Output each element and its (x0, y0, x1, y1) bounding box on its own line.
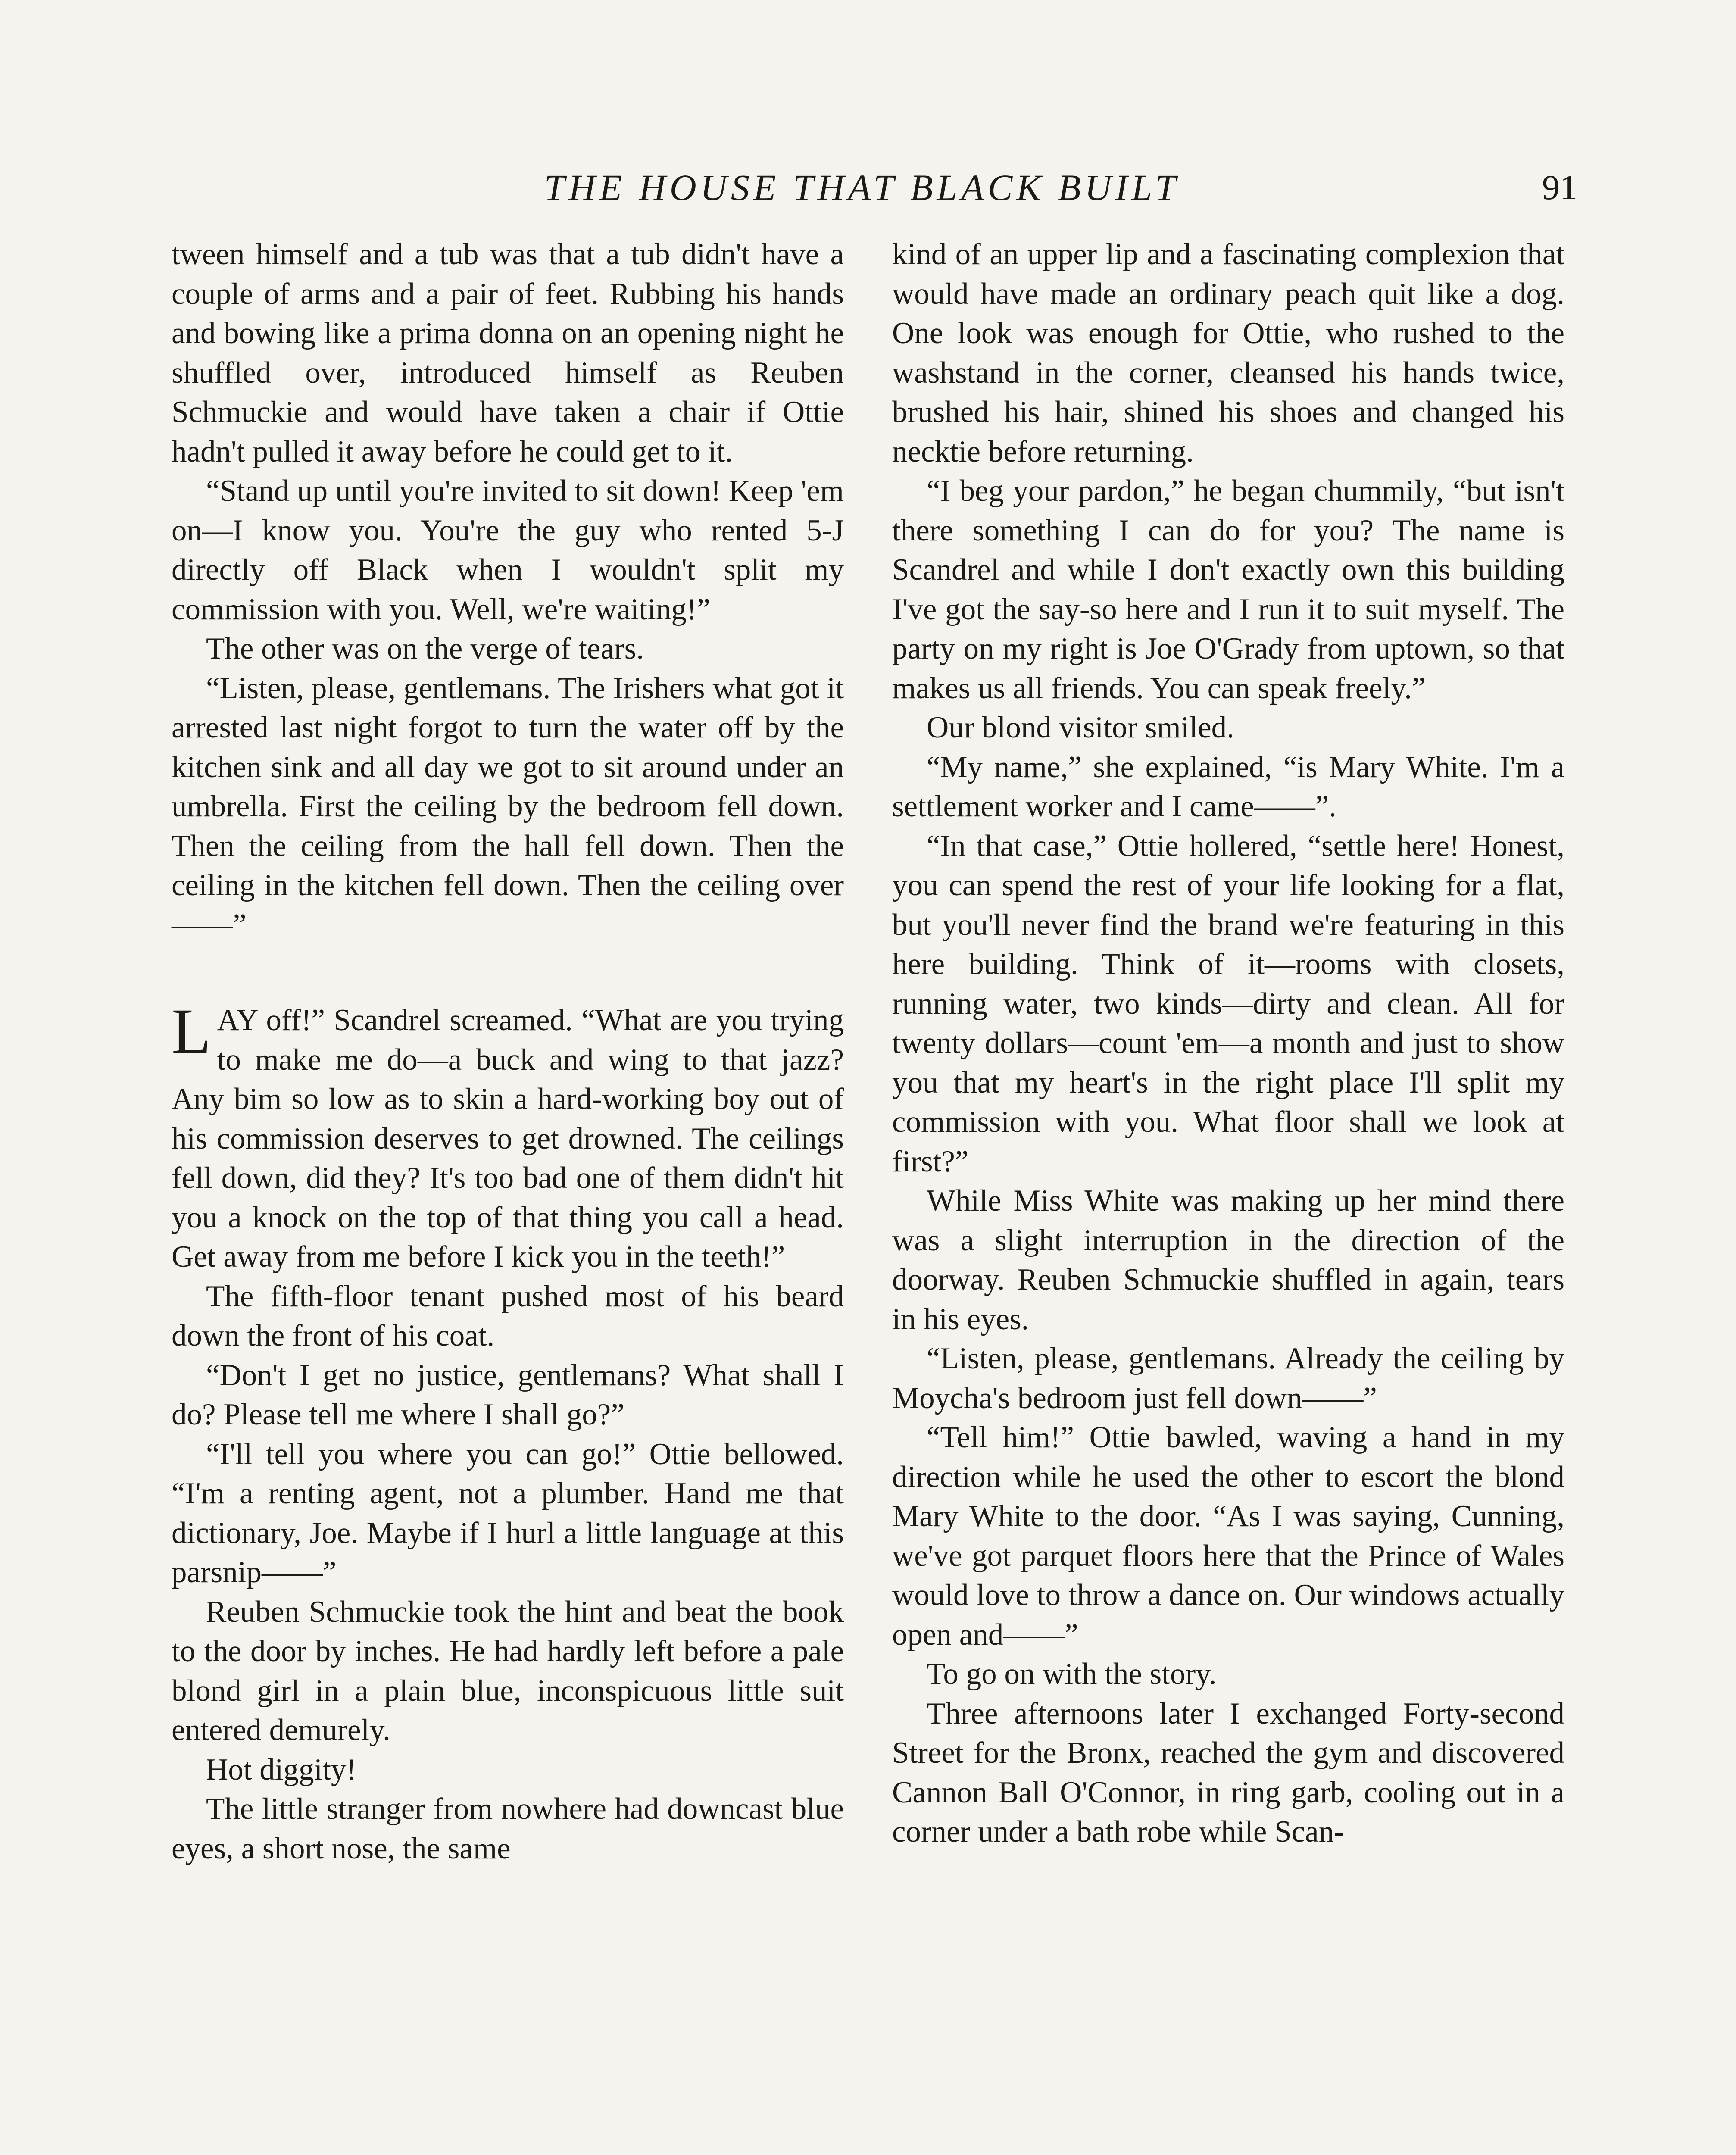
paragraph-text: To go on with the story. (927, 1657, 1217, 1691)
paragraph-text: “Don't I get no justice, gentlemans? What shall I do? Please tell me where I shall go?” (172, 1358, 844, 1431)
paragraph (172, 629, 844, 669)
paragraph (172, 235, 844, 472)
paragraph-text: tween himself and a tub was that a tub didn't have a couple of arms and a pair of feet. Rubbing his hands and bowing like a prima donna on an opening night he shuffled over, introduced himself as Reuben Schmuckie and would have taken a chair if Ottie hadn't pulled it away before he could get to it. (172, 237, 844, 468)
paragraph-text: “I'll tell you where you can go!” Ottie bellowed. “I'm a renting agent, not a plumber. Hand me that dictionary, Joe. Maybe if I hurl a little language at this parsnip——” (172, 1437, 844, 1589)
paragraph (892, 827, 1564, 1182)
paragraph-text: “I beg your pardon,” he began chummily, “but isn't there something I can do for you? The name is Scandrel and while I don't exactly own this building I've got the say-so here and I run it to suit myself. The party on my right is Joe O'Grady from uptown, so that makes us all friends. You can speak freely.” (892, 474, 1564, 705)
paragraph (172, 996, 844, 1277)
paragraph (892, 1181, 1564, 1339)
right-text-column (892, 235, 1564, 2155)
paragraph-text: Three afternoons later I exchanged Forty-second Street for the Bronx, reached the gym and discovered Cannon Ball O'Connor, in ring garb, cooling out in a corner under a bath robe while Scan- (892, 1696, 1564, 1849)
paragraph-text: “Stand up until you're invited to sit down! Keep 'em on—I know you. You're the guy who rented 5-J directly off Black when I wouldn't split my commission with you. Well, we're waiting!” (172, 474, 844, 626)
paragraph (892, 1418, 1564, 1655)
paragraph (172, 1593, 844, 1750)
paragraph-text: “Listen, please, gentlemans. Already the ceiling by Moycha's bedroom just fell down——” (892, 1342, 1564, 1415)
paragraph-text: Hot diggity! (206, 1752, 357, 1786)
drop-cap: L (172, 996, 211, 1067)
paragraph-text: “My name,” she explained, “is Mary White. I'm a settlement worker and I came——”. (892, 750, 1564, 823)
paragraph-text: The other was on the verge of tears. (206, 632, 644, 665)
paragraph (892, 748, 1564, 827)
paragraph-text: While Miss White was making up her mind there was a slight interruption in the direction of the doorway. Reuben Schmuckie shuffled in again, tears in his eyes. (892, 1184, 1564, 1336)
paragraph (892, 1339, 1564, 1418)
paragraph-text: The fifth-floor tenant pushed most of his beard down the front of his coat. (172, 1279, 844, 1352)
paragraph-text: Our blond visitor smiled. (927, 711, 1234, 744)
paragraph-text: “Listen, please, gentlemans. The Irishers what got it arrested last night forgot to turn the water off by the kitchen sink and all day we got to sit around under an umbrella. First the ceiling by the bedroom fell down. Then the ceiling from the hall fell down. Then the ceiling in the kitchen fell down. Then the ceiling over——” (172, 671, 844, 942)
paragraph-text: kind of an upper lip and a fascinating complexion that would have made an ordinary peach quit like a dog. One look was enough for Ottie, who rushed to the washstand in the corner, cleansed his hands twice, brushed his hair, shined his shoes and changed his necktie before returning. (892, 237, 1564, 468)
paragraph-text: AY off!” Scandrel screamed. “What are you trying to make me do—a buck and wing to that jazz? Any bim so low as to skin a hard-working boy out of his commission deserves to get drowned. The ceilings fell down, did they? It's too bad one of them didn't hit you a knock on the top of that thing you call a head. Get away from me before I kick you in the teeth!” (172, 1003, 844, 1274)
paragraph-text: The little stranger from nowhere had downcast blue eyes, a short nose, the same (172, 1792, 844, 1865)
paragraph (172, 1356, 844, 1435)
paragraph-text: Reuben Schmuckie took the hint and beat the book to the door by inches. He had hardly left before a pale blond girl in a plain blue, inconspicuous little suit entered demurely. (172, 1595, 844, 1747)
paragraph (172, 1790, 844, 1868)
paragraph-text: “In that case,” Ottie hollered, “settle here! Honest, you can spend the rest of your life looking for a flat, but you'll never find the brand we're featuring in this here building. Think of it—rooms with closets, running water, two kinds—dirty and clean. All for twenty dollars—count 'em—a month and just to show you that my heart's in the right place I'll split my commission with you. What floor shall we look at first?” (892, 829, 1564, 1178)
paragraph (892, 235, 1564, 472)
paragraph-text: “Tell him!” Ottie bawled, waving a hand in my direction while he used the other to escort the blond Mary White to the door. “As I was saying, Cunning, we've got parquet floors here that the Prince of Wales would love to throw a dance on. Our windows actually open and——” (892, 1421, 1564, 1652)
paragraph (892, 1694, 1564, 1852)
paragraph (892, 1655, 1564, 1694)
running-title: THE HOUSE THAT BLACK BUILT (544, 167, 1180, 208)
paragraph (892, 708, 1564, 748)
paragraph (172, 1435, 844, 1593)
paragraph (172, 669, 844, 945)
paragraph (892, 472, 1564, 708)
paragraph (172, 1277, 844, 1356)
paragraph (172, 472, 844, 629)
paragraph (172, 1750, 844, 1790)
page-number: 91 (1542, 168, 1577, 207)
left-text-column (172, 235, 844, 2155)
